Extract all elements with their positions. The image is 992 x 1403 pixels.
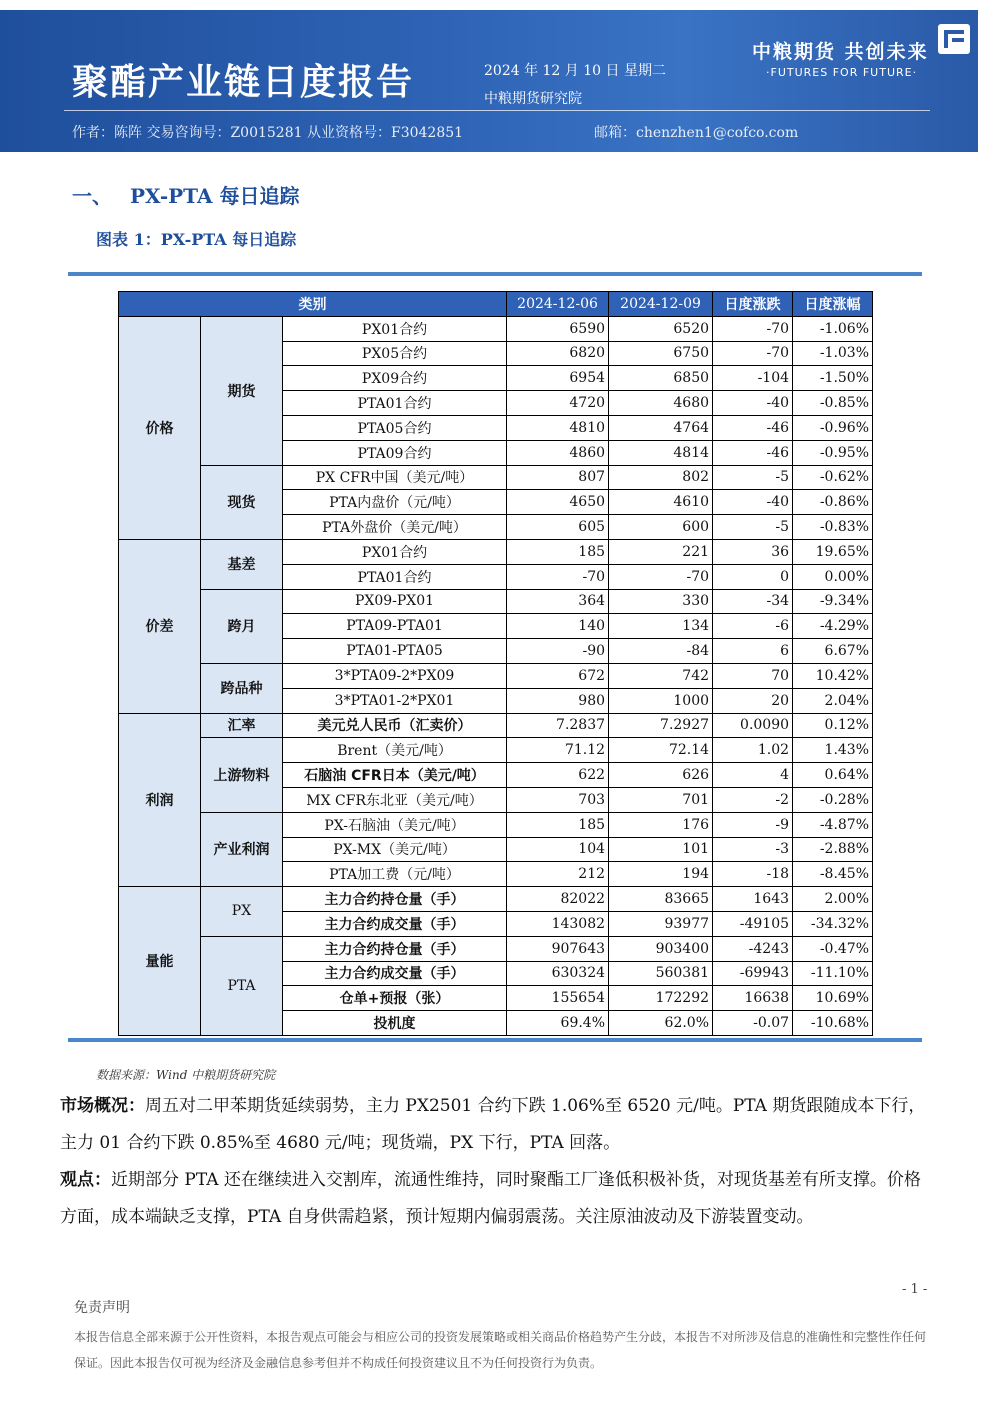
row-value-1: 4860 [507,440,609,465]
row-value-1: 212 [507,862,609,887]
row-change: -0.07 [713,1011,793,1036]
row-change: -40 [713,391,793,416]
row-value-2: 134 [609,614,713,639]
row-item: PX01合约 [283,539,507,564]
row-value-1: 980 [507,688,609,713]
banner-divider [64,110,930,111]
row-value-2: 221 [609,539,713,564]
row-change: -46 [713,415,793,440]
row-change: -104 [713,366,793,391]
row-change: 0.0090 [713,713,793,738]
row-value-2: 4764 [609,415,713,440]
author-email: 邮箱：chenzhen1@cofco.com [594,125,799,141]
table-top-rule [68,272,922,276]
row-value-1: 104 [507,837,609,862]
row-item: MX CFR东北亚（美元/吨） [283,787,507,812]
table-row [119,316,873,341]
table-header-row [119,292,873,317]
row-item: PTA05合约 [283,415,507,440]
row-change-pct: -0.47% [793,936,873,961]
row-value-2: 903400 [609,936,713,961]
row-value-1: 82022 [507,887,609,912]
row-change-pct: 2.04% [793,688,873,713]
row-change: -34 [713,589,793,614]
brand-logo-icon [938,24,970,54]
disclaimer-title: 免责声明 [74,1300,130,1316]
row-item: PX09-PX01 [283,589,507,614]
header-category: 类别 [119,292,507,317]
row-value-2: 330 [609,589,713,614]
row-change-pct: 0.00% [793,564,873,589]
row-value-1: 6590 [507,316,609,341]
market-label: 市场概况： [60,1096,145,1116]
row-value-1: 672 [507,663,609,688]
row-change: -46 [713,440,793,465]
row-change-pct: -2.88% [793,837,873,862]
row-item: Brent（美元/吨） [283,738,507,763]
row-value-2: 4610 [609,490,713,515]
row-change: 70 [713,663,793,688]
row-value-1: 622 [507,763,609,788]
row-change: 16638 [713,986,793,1011]
data-source: 数据来源：Wind 中粮期货研究院 [96,1068,276,1082]
row-item: 主力合约成交量（手） [283,911,507,936]
author-info: 作者：陈阵 交易咨询号：Z0015281 从业资格号：F3042851 [72,125,464,141]
figure-caption: 图表 1：PX-PTA 每日追踪 [96,230,297,249]
row-change-pct: 10.42% [793,663,873,688]
row-item: PX-石脑油（美元/吨） [283,812,507,837]
row-value-1: -70 [507,564,609,589]
row-value-2: -70 [609,564,713,589]
header-date-1: 2024-12-06 [507,292,609,317]
view-label: 观点： [60,1170,111,1190]
row-value-1: 364 [507,589,609,614]
row-change-pct: -10.68% [793,1011,873,1036]
row-item: PTA09-PTA01 [283,614,507,639]
row-value-2: 7.2927 [609,713,713,738]
institute-name: 中粮期货研究院 [484,91,582,107]
subgroup-label: PX [201,887,283,937]
row-value-2: 4814 [609,440,713,465]
row-change-pct: 19.65% [793,539,873,564]
row-value-1: 143082 [507,911,609,936]
row-item: 主力合约持仓量（手） [283,887,507,912]
subgroup-label: 跨品种 [201,663,283,713]
row-change: -4243 [713,936,793,961]
row-item: PX05合约 [283,341,507,366]
row-value-1: 140 [507,614,609,639]
row-item: PX-MX（美元/吨） [283,837,507,862]
row-item: PTA外盘价（美元/吨） [283,515,507,540]
row-value-2: 560381 [609,961,713,986]
table-row [119,589,873,614]
report-banner [0,10,978,152]
row-change: 4 [713,763,793,788]
section-title: PX-PTA 每日追踪 [130,184,300,208]
row-change: -6 [713,614,793,639]
row-change: -69943 [713,961,793,986]
section-heading [72,180,299,209]
row-item: PTA01-PTA05 [283,639,507,664]
subgroup-label: 跨月 [201,589,283,663]
market-overview [60,1088,930,1162]
group-label: 价格 [119,316,201,539]
row-change: 0 [713,564,793,589]
subgroup-label: 现货 [201,465,283,539]
row-value-1: 4650 [507,490,609,515]
row-value-1: 907643 [507,936,609,961]
row-change-pct: -4.87% [793,812,873,837]
table-bottom-rule [68,1038,922,1042]
row-change-pct: -0.85% [793,391,873,416]
table-row [119,812,873,837]
row-value-2: 176 [609,812,713,837]
row-value-1: 6820 [507,341,609,366]
row-item: 投机度 [283,1011,507,1036]
row-value-2: 1000 [609,688,713,713]
row-item: 美元兑人民币（汇卖价） [283,713,507,738]
row-change-pct: -1.06% [793,316,873,341]
row-value-2: 194 [609,862,713,887]
row-change-pct: -0.83% [793,515,873,540]
row-item: 仓单+预报（张） [283,986,507,1011]
row-item: 石脑油 CFR日本（美元/吨） [283,763,507,788]
row-item: PTA01合约 [283,564,507,589]
row-change-pct: -4.29% [793,614,873,639]
row-item: PTA加工费（元/吨） [283,862,507,887]
row-value-1: 185 [507,539,609,564]
row-change-pct: 0.64% [793,763,873,788]
row-change-pct: -0.96% [793,415,873,440]
row-change: -2 [713,787,793,812]
row-value-2: 72.14 [609,738,713,763]
row-change-pct: -8.45% [793,862,873,887]
market-text: 周五对二甲苯期货延续弱势，主力 PX2501 合约下跌 1.06%至 6520 元/吨。PTA 期货跟随成本下行，主力 01 合约下跌 0.85%至 4680 元/吨；现货端，PX 下行，PTA 回落。 [60,1096,926,1153]
report-title: 聚酯产业链日度报告 [72,61,415,103]
table-row [119,539,873,564]
row-change-pct: -1.03% [793,341,873,366]
row-item: PTA内盘价（元/吨） [283,490,507,515]
row-change-pct: 6.67% [793,639,873,664]
row-value-2: 6850 [609,366,713,391]
row-value-1: 6954 [507,366,609,391]
row-change: -70 [713,341,793,366]
row-change: 20 [713,688,793,713]
section-number: 一、 [72,184,112,208]
row-value-1: 703 [507,787,609,812]
row-item: 3*PTA01-2*PX01 [283,688,507,713]
row-change: 1643 [713,887,793,912]
row-item: 主力合约成交量（手） [283,961,507,986]
table-row [119,738,873,763]
row-change-pct: -11.10% [793,961,873,986]
subgroup-label: 上游物料 [201,738,283,812]
row-item: PTA09合约 [283,440,507,465]
row-change-pct: -0.28% [793,787,873,812]
row-change-pct: 10.69% [793,986,873,1011]
disclaimer-text: 本报告信息全部来源于公开性资料，本报告观点可能会与相应公司的投资发展策略或相关商品价格趋势产生分歧，本报告不对所涉及信息的准确性和完整性作任何保证。因此本报告仅可视为经济及金融信息参考但并不构成任何投资建议且不为任何投资行为负责。 [74,1330,927,1370]
row-value-2: 4680 [609,391,713,416]
subgroup-label: 期货 [201,316,283,465]
row-item: PX01合约 [283,316,507,341]
table-row [119,465,873,490]
row-value-2: 101 [609,837,713,862]
table-row [119,713,873,738]
row-item: 3*PTA09-2*PX09 [283,663,507,688]
row-value-2: 742 [609,663,713,688]
row-value-2: 600 [609,515,713,540]
view-text: 近期部分 PTA 还在继续进入交割库，流通性维持，同时聚酯工厂逢低积极补货，对现货基差有所支撑。价格方面，成本端缺乏支撑，PTA 自身供需趋紧，预计短期内偏弱震荡。关注原油波动及下游装置变动。 [60,1170,921,1227]
row-value-1: 4810 [507,415,609,440]
row-change: -70 [713,316,793,341]
row-value-2: 626 [609,763,713,788]
row-change: -9 [713,812,793,837]
row-value-2: 172292 [609,986,713,1011]
row-value-1: 605 [507,515,609,540]
header-daily-change: 日度涨跌 [713,292,793,317]
row-value-1: 7.2837 [507,713,609,738]
page-number: - 1 - [902,1282,928,1297]
group-label: 利润 [119,713,201,887]
report-date: 2024 年 12 月 10 日 星期二 [484,63,666,79]
group-label: 价差 [119,539,201,713]
row-change: 1.02 [713,738,793,763]
row-change-pct: -0.62% [793,465,873,490]
row-value-2: 802 [609,465,713,490]
row-change: 6 [713,639,793,664]
row-change: -18 [713,862,793,887]
row-change: -40 [713,490,793,515]
row-value-2: 6520 [609,316,713,341]
row-item: PX CFR中国（美元/吨） [283,465,507,490]
row-value-2: 62.0% [609,1011,713,1036]
row-value-1: 185 [507,812,609,837]
row-value-1: 630324 [507,961,609,986]
row-change: -5 [713,465,793,490]
table-row [119,887,873,912]
analyst-view [60,1162,930,1236]
subgroup-label: 基差 [201,539,283,589]
row-change: -5 [713,515,793,540]
group-label: 量能 [119,887,201,1036]
header-date-2: 2024-12-09 [609,292,713,317]
row-value-2: -84 [609,639,713,664]
row-change-pct: 1.43% [793,738,873,763]
header-daily-pct: 日度涨幅 [793,292,873,317]
row-change-pct: 0.12% [793,713,873,738]
px-pta-daily-table [118,291,873,1036]
row-change: -49105 [713,911,793,936]
row-value-2: 83665 [609,887,713,912]
row-value-2: 6750 [609,341,713,366]
row-change-pct: -1.50% [793,366,873,391]
row-value-1: -90 [507,639,609,664]
row-change-pct: -9.34% [793,589,873,614]
row-value-1: 155654 [507,986,609,1011]
row-value-1: 807 [507,465,609,490]
row-change-pct: -34.32% [793,911,873,936]
brand-slogan: ·FUTURES FOR FUTURE· [766,66,918,79]
row-item: PTA01合约 [283,391,507,416]
table-row [119,936,873,961]
row-change-pct: 2.00% [793,887,873,912]
row-value-1: 69.4% [507,1011,609,1036]
row-item: PX09合约 [283,366,507,391]
row-value-2: 93977 [609,911,713,936]
row-change: -3 [713,837,793,862]
row-value-2: 701 [609,787,713,812]
subgroup-label: 汇率 [201,713,283,738]
brand-logo-text: 中粮期货 共创未来 [752,41,929,63]
row-change-pct: -0.86% [793,490,873,515]
row-value-1: 71.12 [507,738,609,763]
row-item: 主力合约持仓量（手） [283,936,507,961]
subgroup-label: 产业利润 [201,812,283,886]
row-change: 36 [713,539,793,564]
row-change-pct: -0.95% [793,440,873,465]
subgroup-label: PTA [201,936,283,1035]
row-value-1: 4720 [507,391,609,416]
table-row [119,663,873,688]
